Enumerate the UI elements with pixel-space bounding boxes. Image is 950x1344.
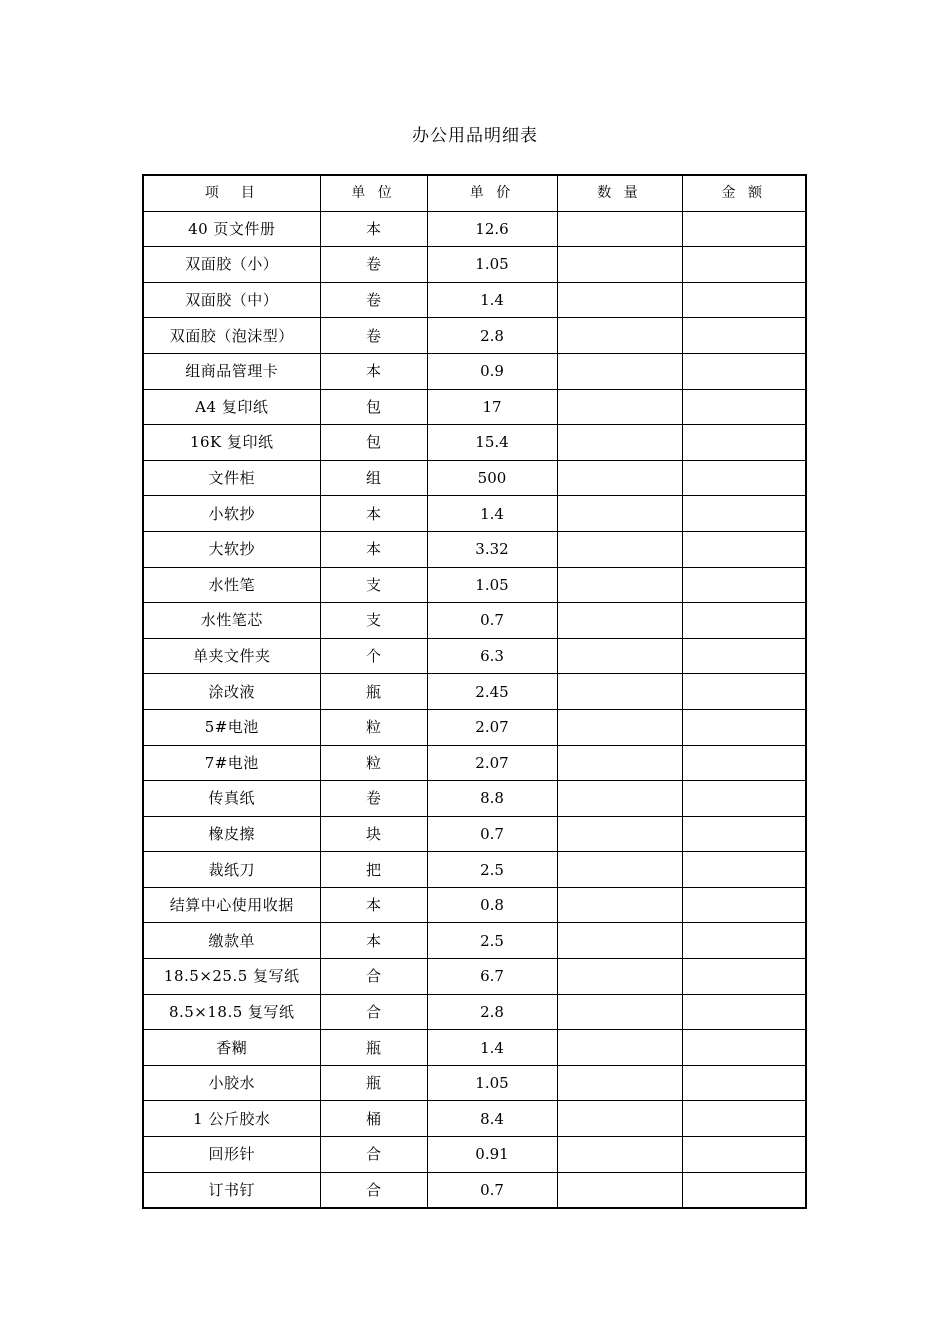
cell-amount[interactable] [682,211,806,247]
cell-amount[interactable] [682,496,806,532]
table-row [143,887,806,923]
cell-item: 双面胶（中） [143,282,320,318]
cell-amount[interactable] [682,745,806,781]
cell-quantity[interactable] [557,211,682,247]
table-row [143,496,806,532]
cell-unit: 桶 [320,1101,427,1137]
cell-item: 裁纸刀 [143,852,320,888]
office-supplies-table [142,174,807,1209]
cell-item: 结算中心使用收据 [143,887,320,923]
header-unit: 单 位 [320,175,427,211]
cell-item: 双面胶（泡沫型） [143,318,320,354]
cell-unit: 卷 [320,247,427,283]
table-row [143,994,806,1030]
cell-item: 回形针 [143,1137,320,1173]
cell-item: 7#电池 [143,745,320,781]
table-row [143,745,806,781]
table-row [143,638,806,674]
cell-quantity[interactable] [557,567,682,603]
cell-unit-price: 2.5 [427,852,557,888]
cell-item: 组商品管理卡 [143,353,320,389]
cell-unit: 支 [320,603,427,639]
table-row [143,816,806,852]
cell-unit-price: 0.7 [427,1172,557,1208]
table-row [143,1030,806,1066]
cell-unit: 把 [320,852,427,888]
table-row [143,709,806,745]
cell-item: 大软抄 [143,531,320,567]
cell-unit: 粒 [320,709,427,745]
cell-unit: 合 [320,1137,427,1173]
cell-unit: 支 [320,567,427,603]
cell-amount[interactable] [682,603,806,639]
table-row [143,674,806,710]
cell-unit: 个 [320,638,427,674]
cell-quantity[interactable] [557,709,682,745]
cell-amount[interactable] [682,425,806,461]
cell-amount[interactable] [682,1101,806,1137]
cell-unit: 本 [320,923,427,959]
cell-unit-price: 3.32 [427,531,557,567]
table-row [143,531,806,567]
cell-quantity[interactable] [557,816,682,852]
cell-amount[interactable] [682,282,806,318]
cell-quantity[interactable] [557,959,682,995]
cell-quantity[interactable] [557,425,682,461]
cell-unit: 瓶 [320,1030,427,1066]
cell-unit-price: 6.7 [427,959,557,995]
cell-quantity[interactable] [557,638,682,674]
cell-unit-price: 6.3 [427,638,557,674]
header-unit-price: 单 价 [427,175,557,211]
cell-amount[interactable] [682,638,806,674]
cell-item: 香糊 [143,1030,320,1066]
cell-item: 40 页文件册 [143,211,320,247]
cell-amount[interactable] [682,959,806,995]
cell-unit: 粒 [320,745,427,781]
cell-unit: 本 [320,887,427,923]
cell-amount[interactable] [682,318,806,354]
table-row [143,353,806,389]
cell-unit-price: 500 [427,460,557,496]
table-body [143,211,806,1208]
table-row [143,425,806,461]
cell-unit-price: 15.4 [427,425,557,461]
cell-item: 缴款单 [143,923,320,959]
cell-quantity[interactable] [557,674,682,710]
cell-amount[interactable] [682,531,806,567]
cell-unit-price: 0.91 [427,1137,557,1173]
cell-unit-price: 0.7 [427,816,557,852]
table-row [143,282,806,318]
cell-unit-price: 2.8 [427,318,557,354]
cell-unit-price: 0.8 [427,887,557,923]
cell-unit-price: 2.07 [427,709,557,745]
table-row [143,923,806,959]
cell-amount[interactable] [682,781,806,817]
cell-unit-price: 0.7 [427,603,557,639]
cell-unit: 卷 [320,781,427,817]
cell-unit: 合 [320,959,427,995]
header-amount: 金 额 [682,175,806,211]
cell-unit: 瓶 [320,674,427,710]
table-row [143,781,806,817]
cell-unit: 卷 [320,318,427,354]
cell-unit-price: 17 [427,389,557,425]
cell-unit: 合 [320,1172,427,1208]
cell-amount[interactable] [682,923,806,959]
cell-unit: 本 [320,496,427,532]
page-title: 办公用品明细表 [412,126,538,146]
cell-quantity[interactable] [557,923,682,959]
cell-unit-price: 12.6 [427,211,557,247]
table-row [143,318,806,354]
cell-quantity[interactable] [557,745,682,781]
cell-unit-price: 0.9 [427,353,557,389]
cell-item: 18.5×25.5 复写纸 [143,959,320,995]
cell-unit-price: 1.05 [427,247,557,283]
cell-quantity[interactable] [557,603,682,639]
cell-amount[interactable] [682,816,806,852]
cell-quantity[interactable] [557,994,682,1030]
cell-quantity[interactable] [557,1030,682,1066]
cell-item: 涂改液 [143,674,320,710]
table-header-row [143,175,806,211]
cell-quantity[interactable] [557,1137,682,1173]
cell-item: 水性笔 [143,567,320,603]
table-row [143,852,806,888]
cell-item: 单夹文件夹 [143,638,320,674]
cell-item: 小胶水 [143,1065,320,1101]
cell-amount[interactable] [682,247,806,283]
cell-item: A4 复印纸 [143,389,320,425]
cell-quantity[interactable] [557,781,682,817]
cell-unit: 包 [320,425,427,461]
cell-unit-price: 1.05 [427,1065,557,1101]
table-row [143,1101,806,1137]
cell-unit-price: 2.8 [427,994,557,1030]
cell-item: 1 公斤胶水 [143,1101,320,1137]
cell-unit: 合 [320,994,427,1030]
cell-item: 传真纸 [143,781,320,817]
table-row [143,1065,806,1101]
cell-unit-price: 1.05 [427,567,557,603]
table-row [143,389,806,425]
cell-amount[interactable] [682,887,806,923]
cell-item: 文件柜 [143,460,320,496]
header-quantity: 数 量 [557,175,682,211]
cell-quantity[interactable] [557,852,682,888]
cell-item: 订书钉 [143,1172,320,1208]
cell-unit: 组 [320,460,427,496]
cell-item: 5#电池 [143,709,320,745]
cell-amount[interactable] [682,1172,806,1208]
cell-amount[interactable] [682,1065,806,1101]
cell-quantity[interactable] [557,1172,682,1208]
cell-quantity[interactable] [557,247,682,283]
cell-quantity[interactable] [557,1101,682,1137]
cell-amount[interactable] [682,1030,806,1066]
cell-quantity[interactable] [557,531,682,567]
table-row [143,1137,806,1173]
cell-quantity[interactable] [557,282,682,318]
cell-quantity[interactable] [557,389,682,425]
cell-quantity[interactable] [557,496,682,532]
header-item: 项 目 [143,175,320,211]
table-row [143,211,806,247]
cell-unit-price: 8.4 [427,1101,557,1137]
cell-item: 橡皮擦 [143,816,320,852]
cell-unit-price: 2.45 [427,674,557,710]
cell-unit-price: 8.8 [427,781,557,817]
cell-quantity[interactable] [557,887,682,923]
cell-quantity[interactable] [557,318,682,354]
table-row [143,603,806,639]
cell-unit: 包 [320,389,427,425]
cell-amount[interactable] [682,389,806,425]
table-row [143,959,806,995]
cell-quantity[interactable] [557,353,682,389]
cell-unit-price: 2.5 [427,923,557,959]
cell-amount[interactable] [682,709,806,745]
cell-item: 16K 复印纸 [143,425,320,461]
cell-unit: 卷 [320,282,427,318]
cell-quantity[interactable] [557,1065,682,1101]
cell-item: 水性笔芯 [143,603,320,639]
cell-unit: 瓶 [320,1065,427,1101]
cell-unit-price: 1.4 [427,496,557,532]
cell-unit-price: 1.4 [427,1030,557,1066]
cell-amount[interactable] [682,674,806,710]
cell-item: 小软抄 [143,496,320,532]
cell-unit: 本 [320,211,427,247]
cell-amount[interactable] [682,460,806,496]
table-row [143,567,806,603]
cell-amount[interactable] [682,353,806,389]
cell-quantity[interactable] [557,460,682,496]
cell-item: 8.5×18.5 复写纸 [143,994,320,1030]
table-row [143,247,806,283]
cell-item: 双面胶（小） [143,247,320,283]
cell-unit-price: 2.07 [427,745,557,781]
cell-amount[interactable] [682,1137,806,1173]
cell-unit: 块 [320,816,427,852]
table-row [143,1172,806,1208]
cell-unit-price: 1.4 [427,282,557,318]
cell-amount[interactable] [682,852,806,888]
cell-amount[interactable] [682,567,806,603]
cell-amount[interactable] [682,994,806,1030]
cell-unit: 本 [320,531,427,567]
cell-unit: 本 [320,353,427,389]
table-row [143,460,806,496]
